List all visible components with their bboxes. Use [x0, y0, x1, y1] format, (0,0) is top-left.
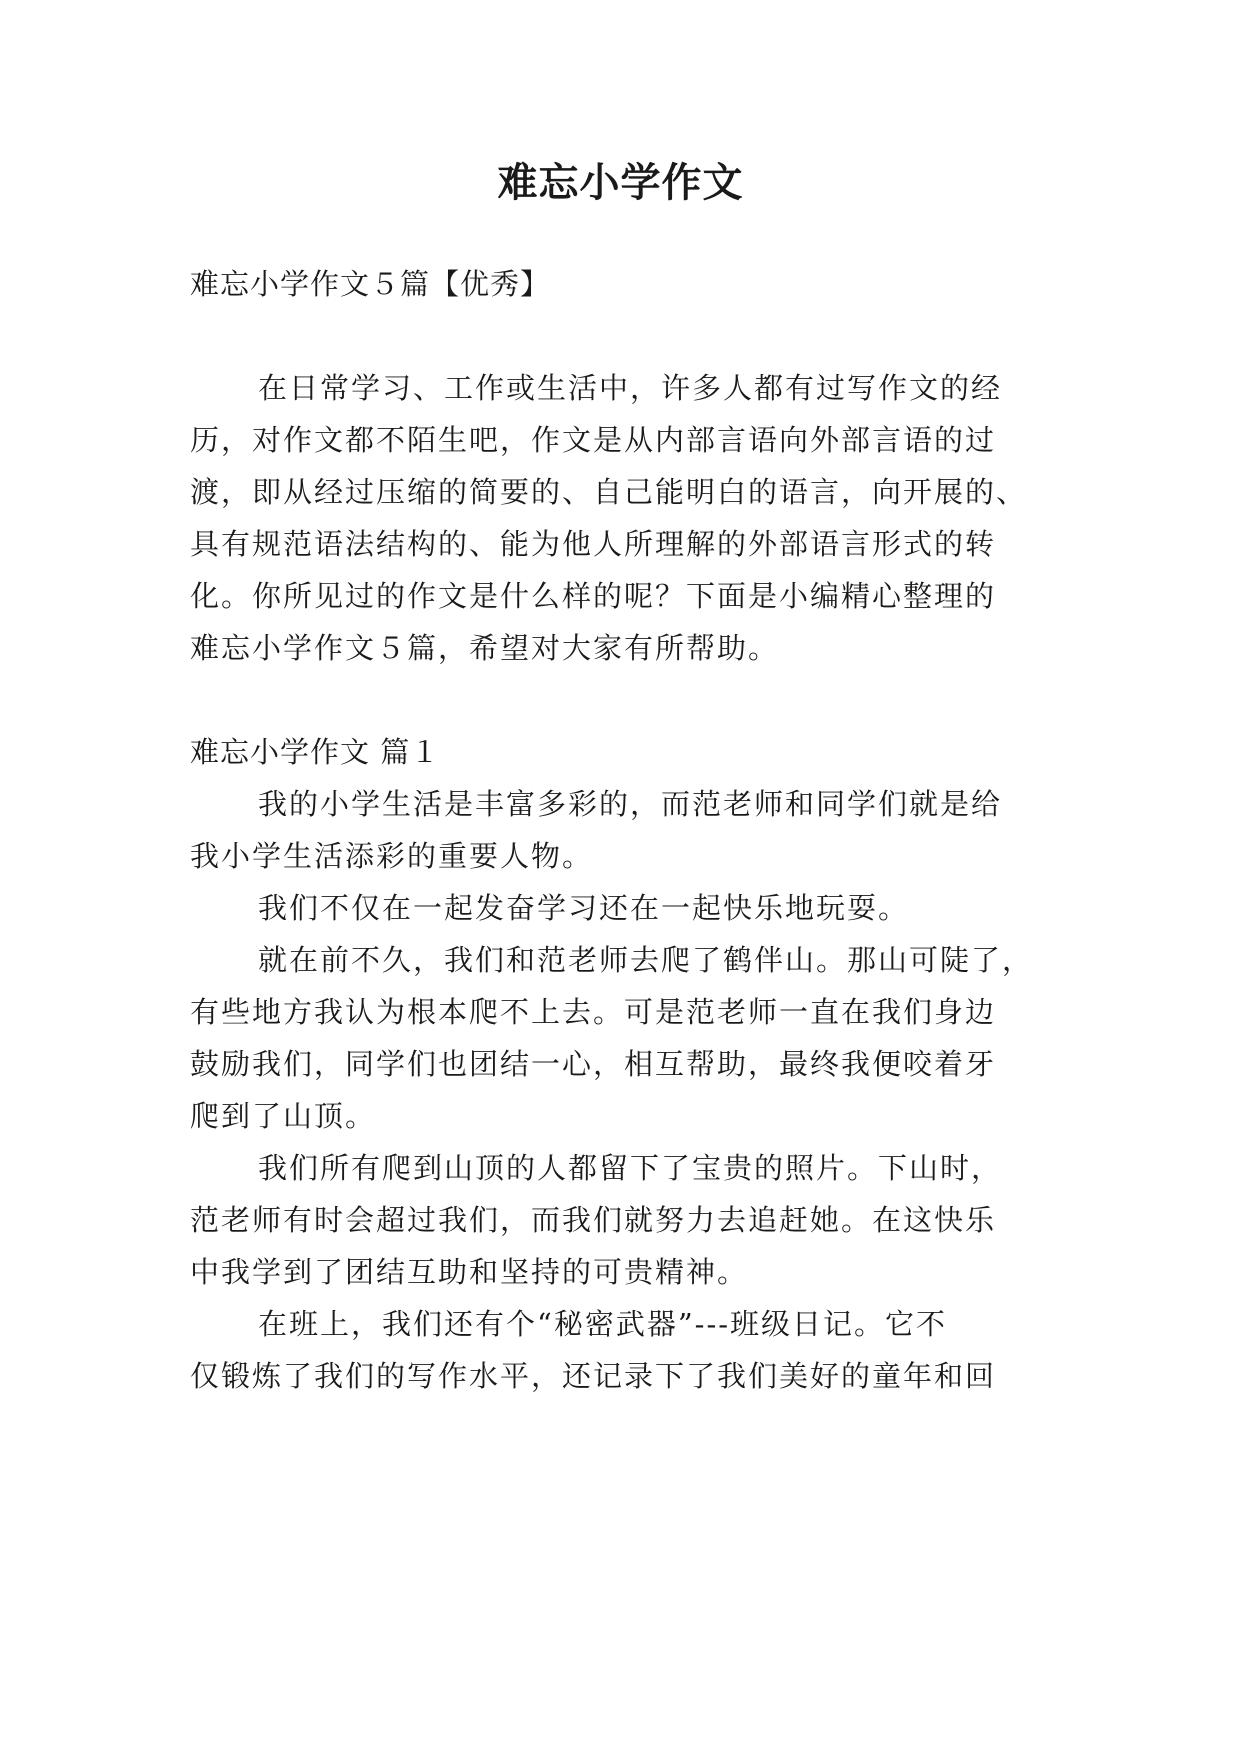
intro-line: 具有规范语法结构的、能为他人所理解的外部语言形式的转 — [190, 527, 997, 561]
intro-line: 渡，即从经过压缩的简要的、自己能明白的语言，向开展的、 — [190, 475, 1028, 509]
body-line: 我小学生活添彩的重要人物。 — [190, 839, 594, 873]
body-line: 仅锻炼了我们的写作水平，还记录下了我们美好的童年和回 — [190, 1359, 997, 1393]
body-line: 爬到了山顶。 — [190, 1099, 377, 1133]
body-line: 中我学到了团结互助和坚持的可贵精神。 — [190, 1255, 749, 1289]
body-line: 范老师有时会超过我们，而我们就努力去追赶她。在这快乐 — [190, 1203, 997, 1237]
intro-line: 历，对作文都不陌生吧，作文是从内部言语向外部言语的过 — [190, 423, 997, 457]
intro-line: 化。你所见过的作文是什么样的呢？下面是小编精心整理的 — [190, 579, 997, 613]
intro-line: 难忘小学作文５篇，希望对大家有所帮助。 — [190, 631, 780, 665]
body-line: 我的小学生活是丰富多彩的，而范老师和同学们就是给 — [258, 787, 1003, 821]
body-line: 我们所有爬到山顶的人都留下了宝贵的照片。下山时， — [258, 1151, 1003, 1185]
body-line: 鼓励我们，同学们也团结一心，相互帮助，最终我便咬着牙 — [190, 1047, 997, 1081]
body-line: 我们不仅在一起发奋学习还在一起快乐地玩耍。 — [258, 891, 910, 925]
body-line: 在班上，我们还有个“秘密武器”---班级日记。它不 — [258, 1307, 948, 1341]
section-heading: 难忘小学作文 篇１ — [190, 735, 441, 769]
body-line: 有些地方我认为根本爬不上去。可是范老师一直在我们身边 — [190, 995, 997, 1029]
intro-line: 在日常学习、工作或生活中，许多人都有过写作文的经 — [258, 371, 1003, 405]
document-subtitle: 难忘小学作文５篇【优秀】 — [190, 267, 551, 301]
document-title: 难忘小学作文 — [497, 160, 744, 206]
body-line: 就在前不久，我们和范老师去爬了鹤伴山。那山可陡了， — [258, 943, 1034, 977]
